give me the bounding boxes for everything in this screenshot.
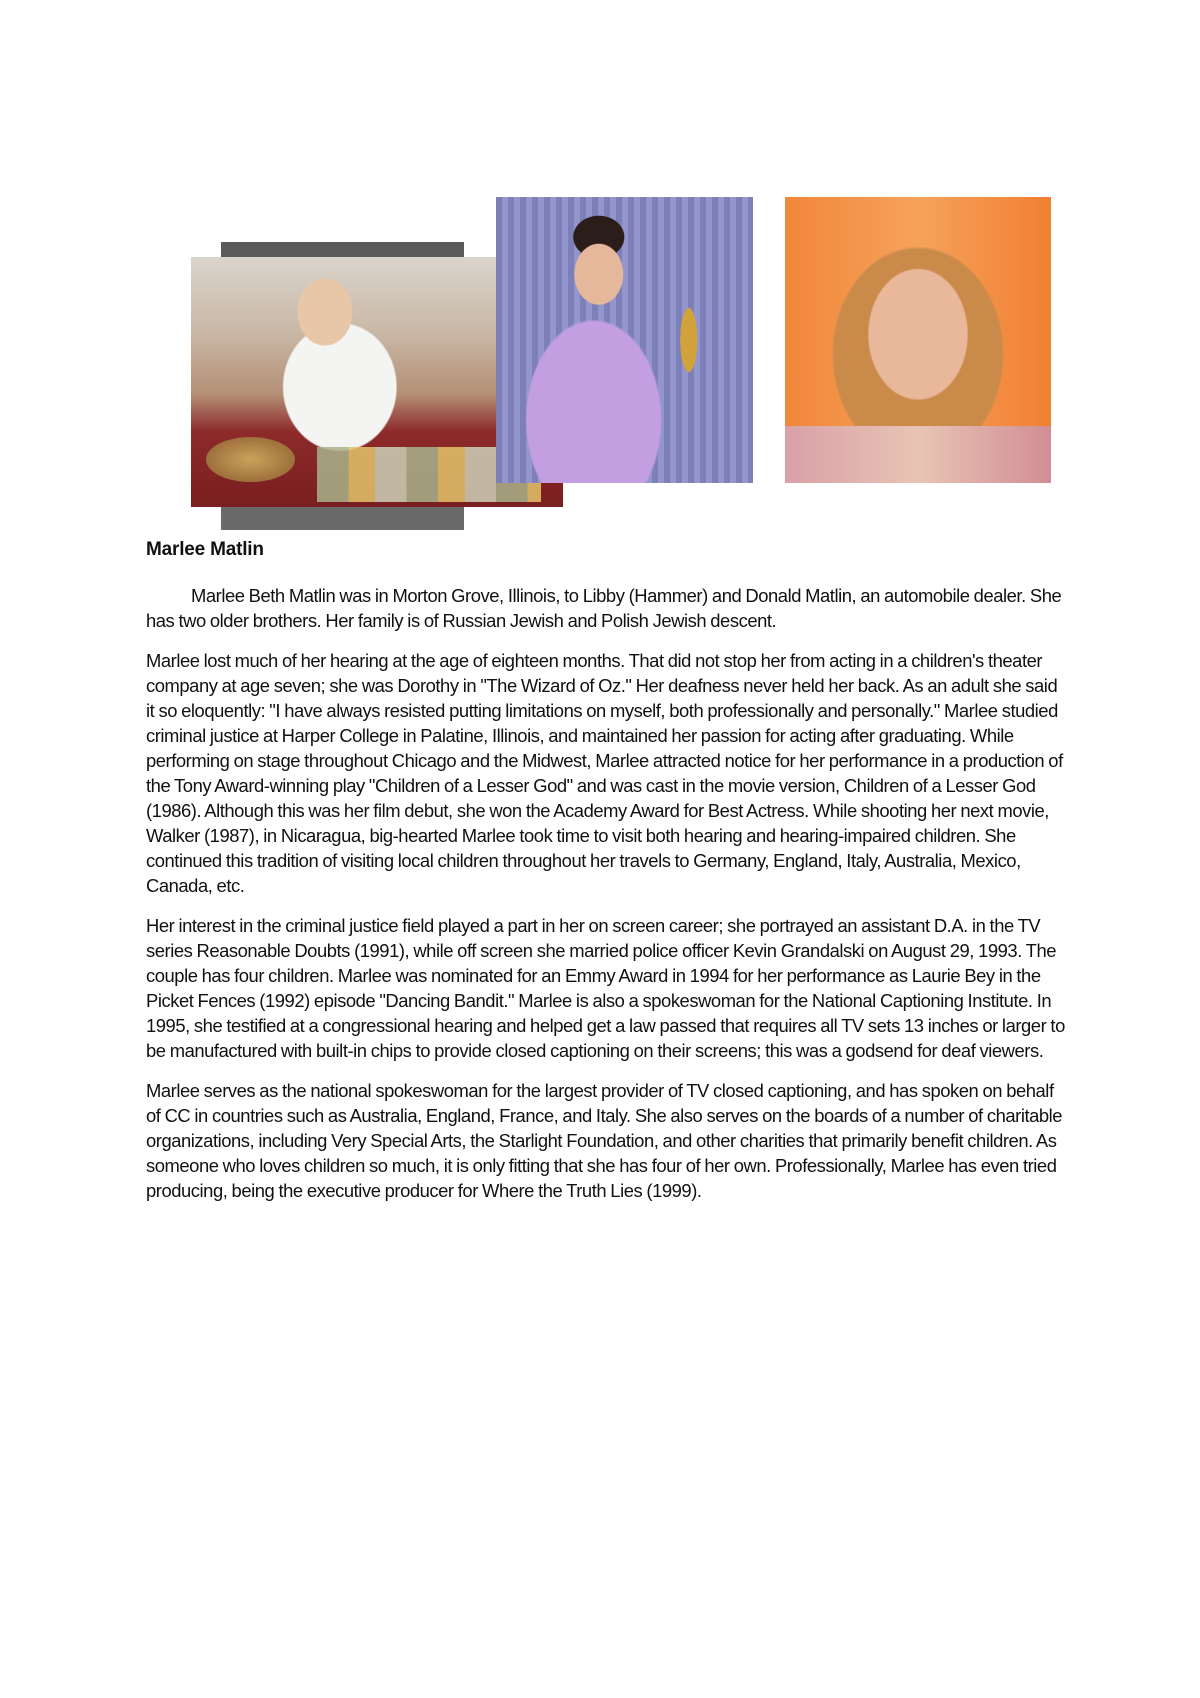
paragraph: Her interest in the criminal justice field played a part in her on screen career; she portrayed an assistant D.A. in the TV series Reasonable Doubts (1991), while off screen she married police officer Kevin Grandalski on August 29, 1993. The couple has four children. Marlee was nominated for an Emmy Award in 1994 for her performance as Laurie Bey in the Picket Fences (1992) episode "Dancing Bandit." Marlee is also a spokeswoman for the National Captioning Institute. In 1995, she testified at a congressional hearing and helped get a law passed that requires all TV sets 13 inches or larger to be manufactured with built-in chips to provide closed captioning on their screens; this was a godsend for deaf viewers. [146, 915, 1065, 1061]
bowl-graphic [206, 437, 295, 482]
document-title: Marlee Matlin [146, 539, 264, 560]
paragraph: Marlee serves as the national spokeswoman for the largest provider of TV closed captioning, and has spoken on behalf of CC in countries such as Australia, England, France, and Italy. She also serves on the boards of a number of charitable organizations, including Very Special Arts, the Starlight Foundation, and other charities that primarily benefit children. As someone who loves children so much, it is only fitting that she has four of her own. Professionally, Marlee has even tried producing, being the executive producer for Where the Truth Lies (1999). [146, 1080, 1063, 1201]
paragraph: Marlee lost much of her hearing at the age of eighteen months. That did not stop her from acting in a children's theater company at age seven; she was Dorothy in "The Wizard of Oz." Her deafness never held her back. As an adult she said it so eloquently: "I have always resisted putting limitations on myself, both professionally and personally." Marlee studied criminal justice at Harper College in Palatine, Illinois, and maintained her passion for acting after graduating. While performing on stage throughout Chicago and the Midwest, Marlee attracted notice for her performance in a production of the Tony Award-winning play "Children of a Lesser God" and was cast in the movie version, Children of a Lesser God (1986). Although this was her film debut, she won the Academy Award for Best Actress. While shooting her next movie, Walker (1987), in Nicaragua, big-hearted Marlee took time to visit both hearing and hearing-impaired children. She continued this tradition of visiting local children throughout her travels to Germany, England, Italy, Australia, Mexico, Canada, etc. [146, 650, 1063, 896]
oscar-photo [496, 197, 753, 483]
paragraph: Marlee Beth Matlin was in Morton Grove, Illinois, to Libby (Hammer) and Donald Matlin, an automobile dealer. She has two older brothers. Her family is of Russian Jewish and Polish Jewish descent. [146, 585, 1062, 631]
shirt-graphic [785, 426, 1051, 483]
portrait-photo [785, 197, 1051, 483]
document-body [146, 539, 1066, 1218]
